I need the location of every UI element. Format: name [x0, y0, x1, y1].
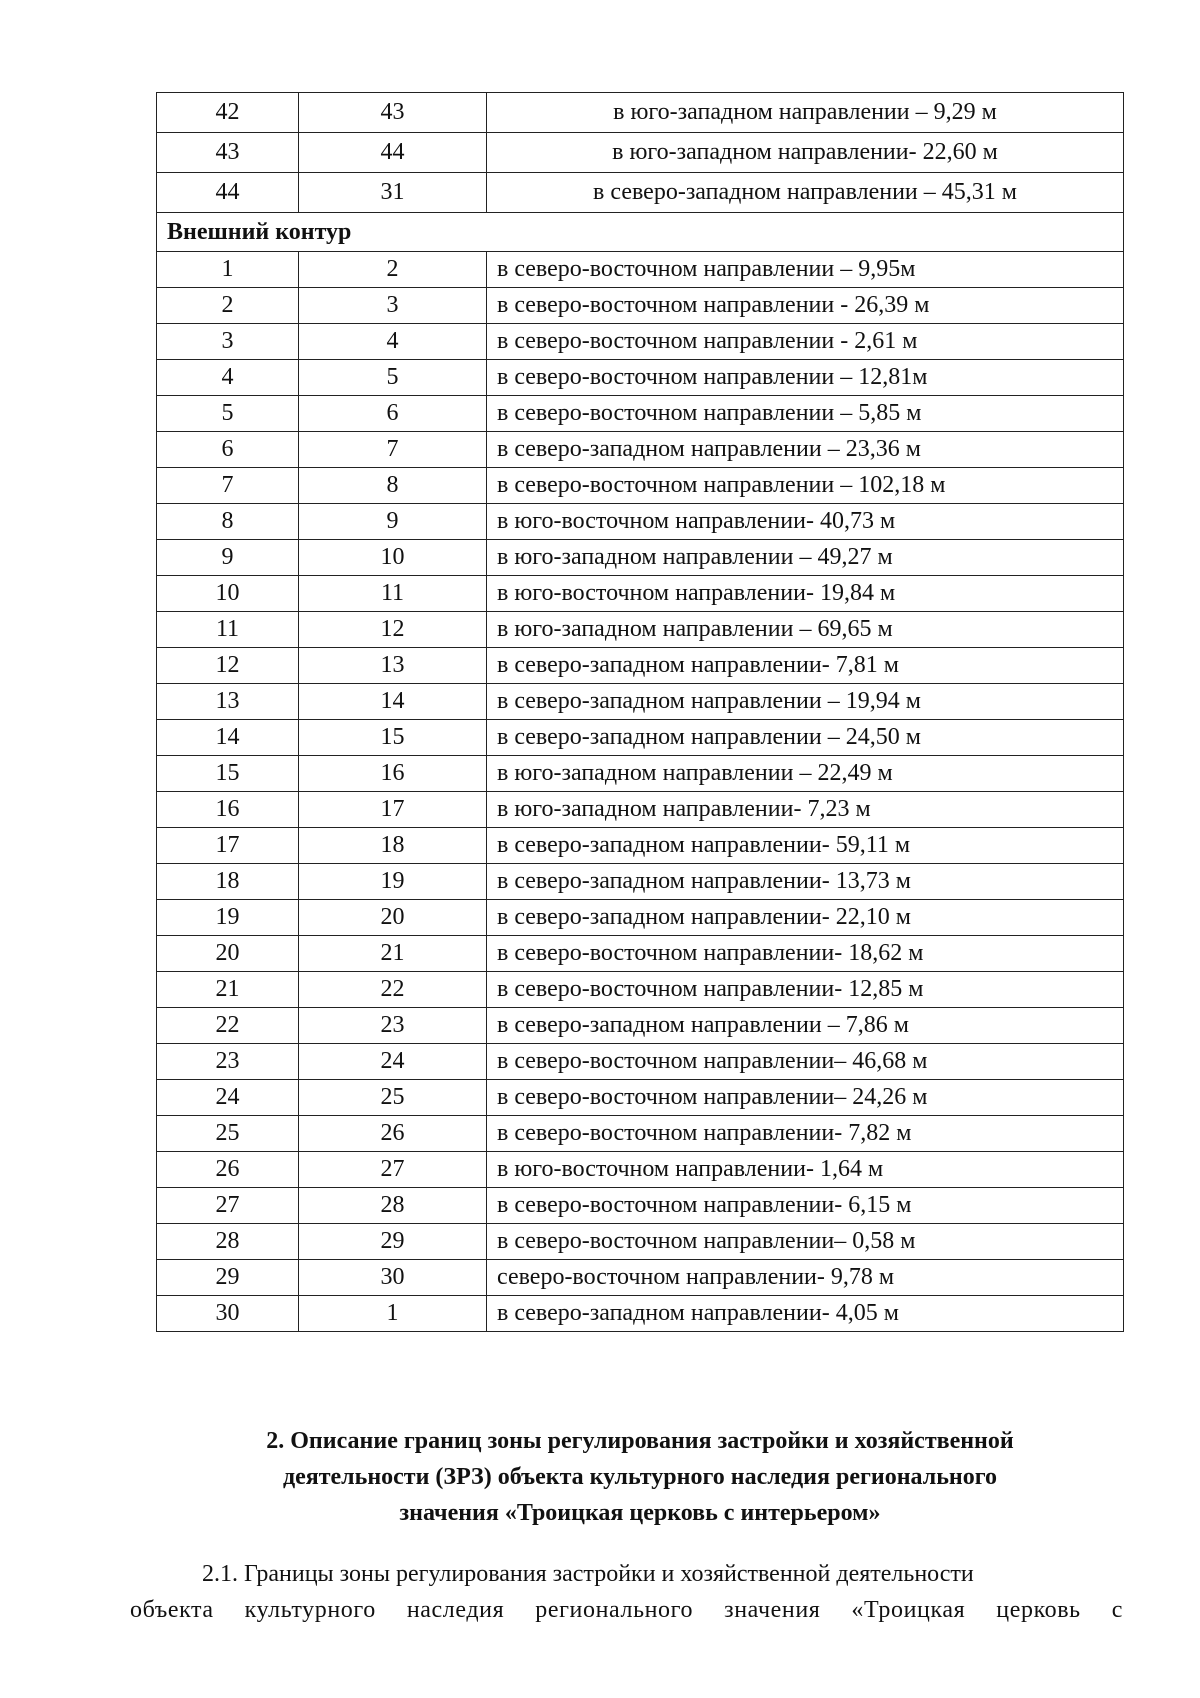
direction-distance-cell: в юго-западном направлении- 22,60 м — [487, 133, 1124, 173]
point-from-cell: 9 — [157, 540, 299, 576]
table-row — [157, 612, 1124, 648]
table-row — [157, 133, 1124, 173]
point-to-cell: 21 — [299, 936, 487, 972]
point-from-cell: 3 — [157, 324, 299, 360]
point-from-cell: 15 — [157, 756, 299, 792]
point-to-cell: 17 — [299, 792, 487, 828]
direction-distance-cell: в северо-восточном направлении – 12,81м — [487, 360, 1124, 396]
table-row — [157, 864, 1124, 900]
table-row — [157, 1044, 1124, 1080]
table-row — [157, 432, 1124, 468]
point-to-cell: 31 — [299, 173, 487, 213]
point-to-cell: 13 — [299, 648, 487, 684]
point-to-cell: 26 — [299, 1116, 487, 1152]
point-to-cell: 4 — [299, 324, 487, 360]
direction-distance-cell: в северо-западном направлении – 19,94 м — [487, 684, 1124, 720]
table-row — [157, 576, 1124, 612]
point-to-cell: 29 — [299, 1224, 487, 1260]
point-from-cell: 27 — [157, 1188, 299, 1224]
point-to-cell: 27 — [299, 1152, 487, 1188]
point-to-cell: 23 — [299, 1008, 487, 1044]
direction-distance-cell: в северо-восточном направлении– 24,26 м — [487, 1080, 1124, 1116]
point-from-cell: 2 — [157, 288, 299, 324]
point-from-cell: 7 — [157, 468, 299, 504]
point-to-cell: 25 — [299, 1080, 487, 1116]
direction-distance-cell: в юго-восточном направлении- 19,84 м — [487, 576, 1124, 612]
paragraph-line: объекта культурного наследия регионального значения «Троицкая церковь с — [130, 1597, 1123, 1623]
point-to-cell: 19 — [299, 864, 487, 900]
paragraph-line: 2.1. Границы зоны регулирования застройки и хозяйственной деятельности — [202, 1561, 974, 1587]
point-from-cell: 19 — [157, 900, 299, 936]
section-label-outer-contour: Внешний контур — [157, 213, 1124, 252]
table-row — [157, 1152, 1124, 1188]
point-to-cell: 24 — [299, 1044, 487, 1080]
point-to-cell: 6 — [299, 396, 487, 432]
direction-distance-cell: в северо-западном направлении- 59,11 м — [487, 828, 1124, 864]
point-to-cell: 16 — [299, 756, 487, 792]
table-row — [157, 93, 1124, 133]
boundary-points-table — [156, 92, 1124, 1332]
point-to-cell: 1 — [299, 1296, 487, 1332]
direction-distance-cell: в северо-восточном направлении– 0,58 м — [487, 1224, 1124, 1260]
point-to-cell: 5 — [299, 360, 487, 396]
point-to-cell: 11 — [299, 576, 487, 612]
point-from-cell: 10 — [157, 576, 299, 612]
point-from-cell: 42 — [157, 93, 299, 133]
point-from-cell: 16 — [157, 792, 299, 828]
point-from-cell: 18 — [157, 864, 299, 900]
point-from-cell: 43 — [157, 133, 299, 173]
point-to-cell: 14 — [299, 684, 487, 720]
direction-distance-cell: в северо-восточном направлении – 9,95м — [487, 252, 1124, 288]
point-from-cell: 44 — [157, 173, 299, 213]
point-from-cell: 29 — [157, 1260, 299, 1296]
direction-distance-cell: в северо-восточном направлении- 6,15 м — [487, 1188, 1124, 1224]
point-from-cell: 12 — [157, 648, 299, 684]
table-row — [157, 324, 1124, 360]
heading-line: деятельности (ЗРЗ) объекта культурного наследия регионального — [282, 1464, 998, 1490]
point-to-cell: 18 — [299, 828, 487, 864]
point-to-cell: 2 — [299, 252, 487, 288]
point-to-cell: 30 — [299, 1260, 487, 1296]
point-to-cell: 44 — [299, 133, 487, 173]
table-row — [157, 1296, 1124, 1332]
table-row — [157, 540, 1124, 576]
direction-distance-cell: в северо-восточном направлении - 26,39 м — [487, 288, 1124, 324]
direction-distance-cell: в юго-восточном направлении- 1,64 м — [487, 1152, 1124, 1188]
point-to-cell: 3 — [299, 288, 487, 324]
section-2-heading — [150, 1423, 1130, 1531]
table-row — [157, 1188, 1124, 1224]
direction-distance-cell: в юго-восточном направлении- 40,73 м — [487, 504, 1124, 540]
point-to-cell: 43 — [299, 93, 487, 133]
table-row — [157, 684, 1124, 720]
table-row — [157, 756, 1124, 792]
table-row — [157, 468, 1124, 504]
table-row — [157, 1080, 1124, 1116]
table-row — [157, 288, 1124, 324]
heading-line: 2. Описание границ зоны регулирования застройки и хозяйственной — [266, 1428, 1014, 1454]
point-to-cell: 7 — [299, 432, 487, 468]
point-to-cell: 28 — [299, 1188, 487, 1224]
direction-distance-cell: в юго-западном направлении- 7,23 м — [487, 792, 1124, 828]
point-from-cell: 21 — [157, 972, 299, 1008]
point-from-cell: 11 — [157, 612, 299, 648]
point-from-cell: 23 — [157, 1044, 299, 1080]
point-from-cell: 4 — [157, 360, 299, 396]
table-row — [157, 936, 1124, 972]
direction-distance-cell: в северо-западном направлении- 22,10 м — [487, 900, 1124, 936]
table-row — [157, 504, 1124, 540]
point-to-cell: 15 — [299, 720, 487, 756]
table-row — [157, 1260, 1124, 1296]
direction-distance-cell: в юго-западном направлении – 49,27 м — [487, 540, 1124, 576]
table-row — [157, 1224, 1124, 1260]
boundary-points-table-body — [157, 93, 1124, 1332]
direction-distance-cell: в северо-восточном направлении- 18,62 м — [487, 936, 1124, 972]
direction-distance-cell: в северо-западном направлении- 4,05 м — [487, 1296, 1124, 1332]
direction-distance-cell: в северо-западном направлении – 23,36 м — [487, 432, 1124, 468]
point-from-cell: 17 — [157, 828, 299, 864]
direction-distance-cell: в северо-западном направлении – 24,50 м — [487, 720, 1124, 756]
section-row — [157, 213, 1124, 252]
point-to-cell: 20 — [299, 900, 487, 936]
direction-distance-cell: в юго-западном направлении – 22,49 м — [487, 756, 1124, 792]
point-from-cell: 13 — [157, 684, 299, 720]
point-from-cell: 8 — [157, 504, 299, 540]
point-to-cell: 9 — [299, 504, 487, 540]
point-from-cell: 28 — [157, 1224, 299, 1260]
point-from-cell: 25 — [157, 1116, 299, 1152]
direction-distance-cell: в северо-западном направлении- 7,81 м — [487, 648, 1124, 684]
point-from-cell: 5 — [157, 396, 299, 432]
table-row — [157, 792, 1124, 828]
point-from-cell: 24 — [157, 1080, 299, 1116]
direction-distance-cell: в северо-западном направлении – 7,86 м — [487, 1008, 1124, 1044]
point-to-cell: 8 — [299, 468, 487, 504]
point-to-cell: 10 — [299, 540, 487, 576]
direction-distance-cell: в северо-восточном направлении – 102,18 м — [487, 468, 1124, 504]
table-row — [157, 1008, 1124, 1044]
direction-distance-cell: северо-восточном направлении- 9,78 м — [487, 1260, 1124, 1296]
direction-distance-cell: в северо-восточном направлении - 2,61 м — [487, 324, 1124, 360]
direction-distance-cell: в северо-западном направлении- 13,73 м — [487, 864, 1124, 900]
direction-distance-cell: в северо-восточном направлении- 12,85 м — [487, 972, 1124, 1008]
point-to-cell: 22 — [299, 972, 487, 1008]
table-row — [157, 972, 1124, 1008]
table-row — [157, 648, 1124, 684]
table-row — [157, 1116, 1124, 1152]
direction-distance-cell: в северо-западном направлении – 45,31 м — [487, 173, 1124, 213]
point-from-cell: 26 — [157, 1152, 299, 1188]
point-from-cell: 1 — [157, 252, 299, 288]
direction-distance-cell: в северо-восточном направлении – 5,85 м — [487, 396, 1124, 432]
direction-distance-cell: в северо-восточном направлении– 46,68 м — [487, 1044, 1124, 1080]
table-row — [157, 396, 1124, 432]
point-from-cell: 14 — [157, 720, 299, 756]
table-row — [157, 720, 1124, 756]
point-from-cell: 20 — [157, 936, 299, 972]
point-from-cell: 6 — [157, 432, 299, 468]
direction-distance-cell: в юго-западном направлении – 9,29 м — [487, 93, 1124, 133]
direction-distance-cell: в юго-западном направлении – 69,65 м — [487, 612, 1124, 648]
table-row — [157, 900, 1124, 936]
table-row — [157, 173, 1124, 213]
paragraph-2-1 — [130, 1556, 1123, 1628]
heading-line: значения «Троицкая церковь с интерьером» — [399, 1500, 881, 1526]
table-row — [157, 828, 1124, 864]
direction-distance-cell: в северо-восточном направлении- 7,82 м — [487, 1116, 1124, 1152]
point-from-cell: 30 — [157, 1296, 299, 1332]
table-row — [157, 252, 1124, 288]
point-from-cell: 22 — [157, 1008, 299, 1044]
table-row — [157, 360, 1124, 396]
point-to-cell: 12 — [299, 612, 487, 648]
